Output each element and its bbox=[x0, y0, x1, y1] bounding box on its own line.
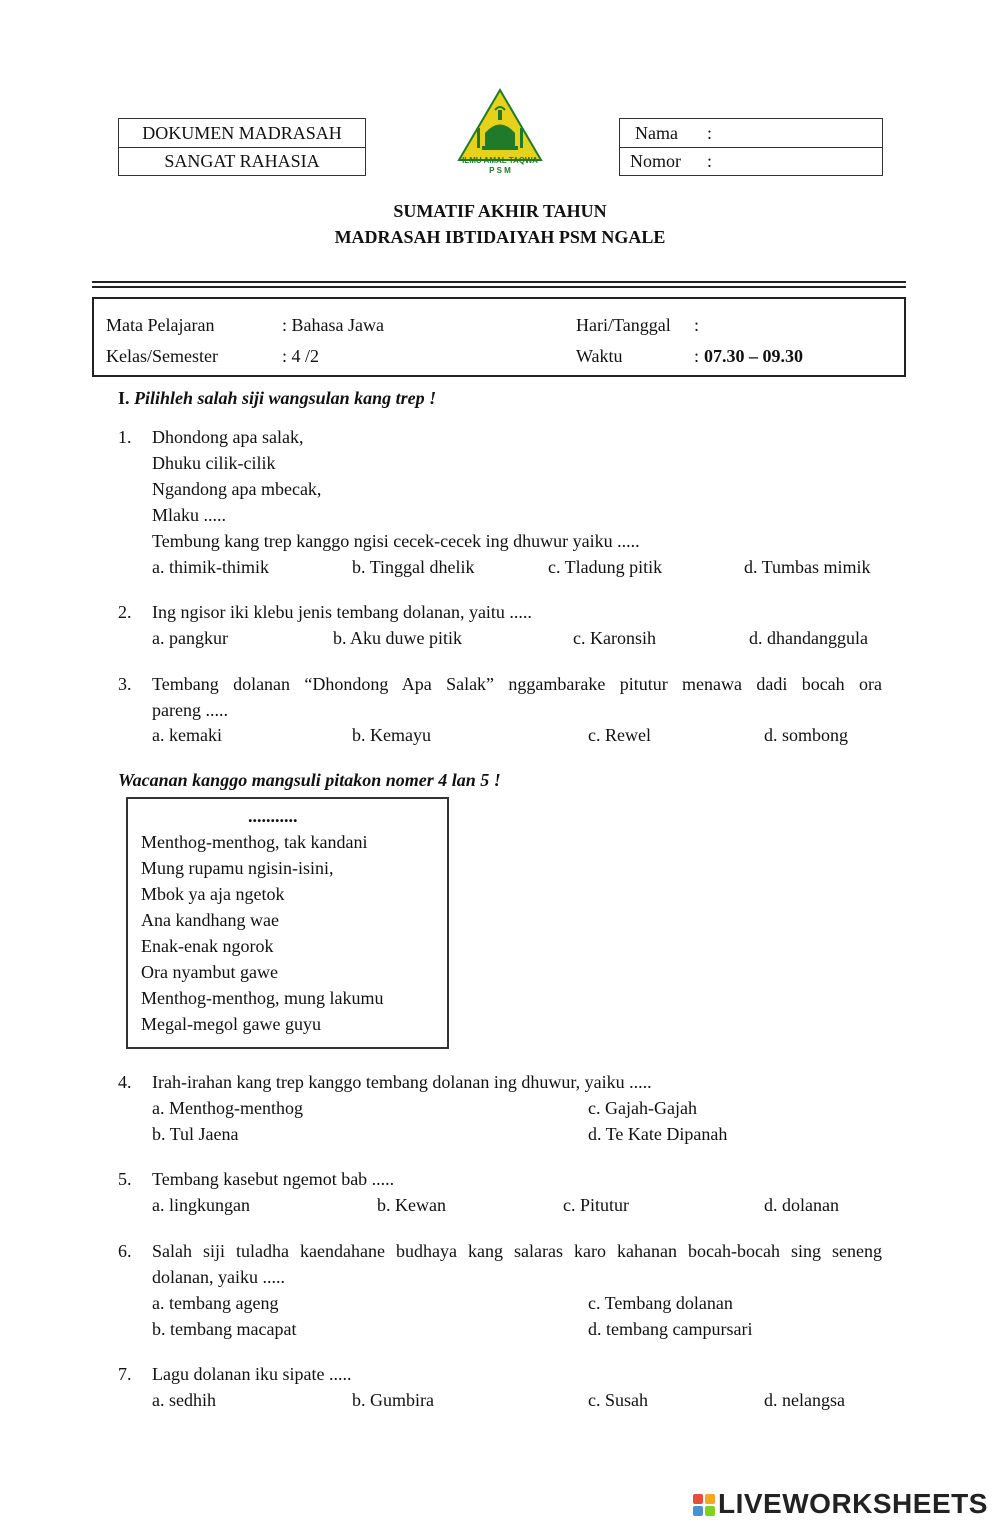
time-value: 07.30 – 09.30 bbox=[704, 346, 803, 366]
q6-option-c[interactable]: c. Tembang dolanan bbox=[588, 1293, 733, 1313]
school-logo bbox=[455, 88, 545, 178]
title-divider-1 bbox=[92, 281, 906, 283]
q7-option-b[interactable]: b. Gumbira bbox=[352, 1390, 434, 1410]
liveworksheets-logo-icon bbox=[693, 1494, 715, 1516]
q7-text: Lagu dolanan iku sipate ..... bbox=[152, 1364, 352, 1384]
q1-line: Dhuku cilik-cilik bbox=[152, 453, 276, 473]
passage-line: Mbok ya aja ngetok bbox=[141, 884, 285, 904]
passage-title: ........... bbox=[248, 806, 298, 826]
q5-text: Tembang kasebut ngemot bab ..... bbox=[152, 1169, 395, 1189]
q2-text: Ing ngisor iki klebu jenis tembang dolanan, yaitu ..... bbox=[152, 602, 532, 622]
name-label: Nama bbox=[635, 123, 678, 143]
q5-option-c[interactable]: c. Pitutur bbox=[563, 1195, 629, 1215]
class-label: Kelas/Semester bbox=[106, 346, 218, 366]
q1-option-c[interactable]: c. Tladung pitik bbox=[548, 557, 663, 577]
q4-option-c[interactable]: c. Gajah-Gajah bbox=[588, 1098, 697, 1118]
page-title-line1: SUMATIF AKHIR TAHUN bbox=[393, 201, 607, 221]
q3-number: 3. bbox=[118, 674, 132, 694]
name-sep: : bbox=[707, 123, 713, 143]
q5-option-d[interactable]: d. dolanan bbox=[764, 1195, 839, 1215]
page-title-line2: MADRASAH IBTIDAIYAH PSM NGALE bbox=[334, 227, 666, 247]
q2-number: 2. bbox=[118, 602, 132, 622]
q6-option-b[interactable]: b. tembang macapat bbox=[152, 1319, 297, 1339]
section-number: I. bbox=[118, 388, 130, 408]
q1-number: 1. bbox=[118, 427, 132, 447]
q3-option-a[interactable]: a. kemaki bbox=[152, 725, 222, 745]
passage-line: Megal-megol gawe guyu bbox=[141, 1014, 321, 1034]
subject-label: Mata Pelajaran bbox=[106, 315, 215, 335]
exam-info-box bbox=[92, 297, 906, 377]
date-label: Hari/Tanggal bbox=[576, 315, 671, 335]
q6-number: 6. bbox=[118, 1241, 132, 1261]
q5-number: 5. bbox=[118, 1169, 132, 1189]
passage-line: Ora nyambut gawe bbox=[141, 962, 278, 982]
q1-option-a[interactable]: a. thimik-thimik bbox=[152, 557, 269, 577]
number-sep: : bbox=[707, 151, 713, 171]
q1-option-b[interactable]: b. Tinggal dhelik bbox=[352, 557, 475, 577]
q1-line: Tembung kang trep kanggo ngisi cecek-cecek ing dhuwur yaiku ..... bbox=[152, 531, 640, 551]
q3-text-line1: Tembang dolanan “Dhondong Apa Salak” nggambarake pitutur menawa dadi bocah ora bbox=[152, 674, 882, 694]
time-sep: : bbox=[694, 346, 700, 366]
liveworksheets-watermark[interactable]: LIVEWORKSHEETS bbox=[718, 1488, 988, 1519]
q4-option-a[interactable]: a. Menthog-menthog bbox=[152, 1098, 303, 1118]
document-label-box bbox=[118, 118, 366, 176]
q2-option-d[interactable]: d. dhandanggula bbox=[749, 628, 868, 648]
document-label-line1: DOKUMEN MADRASAH bbox=[119, 119, 365, 148]
passage-line: Menthog-menthog, tak kandani bbox=[141, 832, 368, 852]
q5-option-b[interactable]: b. Kewan bbox=[377, 1195, 446, 1215]
logo-text-top: ILMU AMAL TAQWA bbox=[462, 156, 538, 165]
q7-option-c[interactable]: c. Susah bbox=[588, 1390, 648, 1410]
time-label: Waktu bbox=[576, 346, 623, 366]
passage-line: Enak-enak ngorok bbox=[141, 936, 274, 956]
number-field[interactable] bbox=[620, 147, 882, 175]
q6-option-d[interactable]: d. tembang campursari bbox=[588, 1319, 753, 1339]
document-label-line2: SANGAT RAHASIA bbox=[164, 151, 320, 171]
section-instruction: Pilihleh salah siji wangsulan kang trep ! bbox=[134, 388, 437, 408]
subject-value: : Bahasa Jawa bbox=[282, 315, 384, 335]
q4-number: 4. bbox=[118, 1072, 132, 1092]
date-value: : bbox=[694, 315, 700, 335]
q3-option-d[interactable]: d. sombong bbox=[764, 725, 849, 745]
title-divider-2 bbox=[92, 286, 906, 288]
reading-passage-box bbox=[126, 797, 449, 1049]
q6-text-line1: Salah siji tuladha kaendahane budhaya kang salaras karo kahanan bocah-bocah sing seneng bbox=[152, 1241, 882, 1261]
q1-option-d[interactable]: d. Tumbas mimik bbox=[744, 557, 871, 577]
q3-option-c[interactable]: c. Rewel bbox=[588, 725, 651, 745]
passage-line: Mung rupamu ngisin-isini, bbox=[141, 858, 334, 878]
name-field[interactable] bbox=[620, 119, 882, 148]
q7-option-a[interactable]: a. sedhih bbox=[152, 1390, 216, 1410]
q4-option-d[interactable]: d. Te Kate Dipanah bbox=[588, 1124, 728, 1144]
q5-option-a[interactable]: a. lingkungan bbox=[152, 1195, 250, 1215]
section-heading bbox=[118, 385, 436, 411]
q2-option-a[interactable]: a. pangkur bbox=[152, 628, 228, 648]
number-label: Nomor bbox=[630, 151, 681, 171]
student-id-box bbox=[619, 118, 883, 176]
q4-option-b[interactable]: b. Tul Jaena bbox=[152, 1124, 239, 1144]
q3-text-line2: pareng ..... bbox=[152, 700, 228, 720]
q4-text: Irah-irahan kang trep kanggo tembang dolanan ing dhuwur, yaiku ..... bbox=[152, 1072, 652, 1092]
q1-line: Ngandong apa mbecak, bbox=[152, 479, 322, 499]
q7-number: 7. bbox=[118, 1364, 132, 1384]
q7-option-d[interactable]: d. nelangsa bbox=[764, 1390, 845, 1410]
q2-option-c[interactable]: c. Karonsih bbox=[573, 628, 656, 648]
q3-option-b[interactable]: b. Kemayu bbox=[352, 725, 431, 745]
logo-text-bottom: P S M bbox=[489, 166, 511, 175]
reading-instruction: Wacanan kanggo mangsuli pitakon nomer 4 lan 5 ! bbox=[118, 770, 501, 790]
q1-line: Mlaku ..... bbox=[152, 505, 226, 525]
q1-line: Dhondong apa salak, bbox=[152, 427, 304, 447]
passage-line: Menthog-menthog, mung lakumu bbox=[141, 988, 384, 1008]
passage-line: Ana kandhang wae bbox=[141, 910, 279, 930]
q6-option-a[interactable]: a. tembang ageng bbox=[152, 1293, 279, 1313]
q6-text-line2: dolanan, yaiku ..... bbox=[152, 1267, 285, 1287]
q2-option-b[interactable]: b. Aku duwe pitik bbox=[333, 628, 462, 648]
class-value: : 4 /2 bbox=[282, 346, 320, 366]
